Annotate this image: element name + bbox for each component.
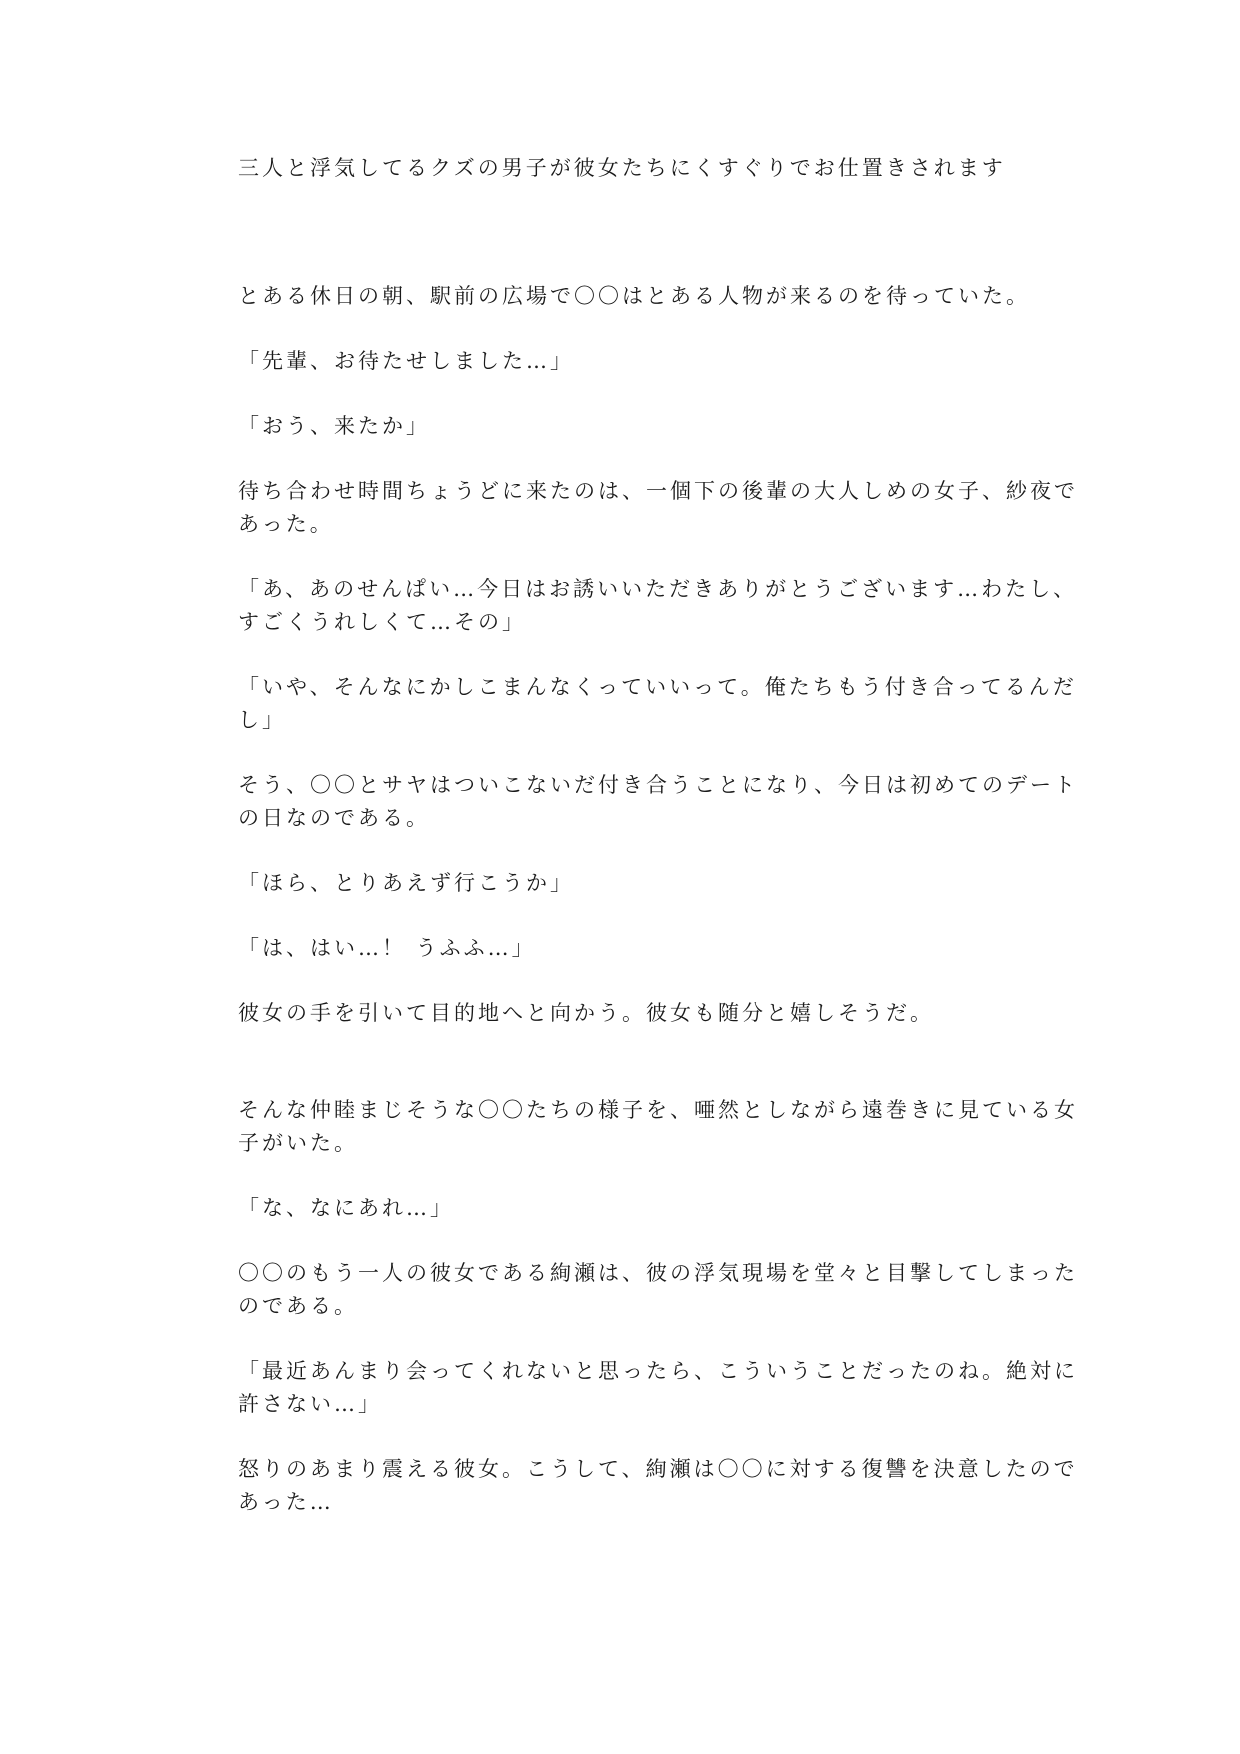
text-line: の日なのである。 [238, 806, 430, 830]
paragraph [238, 671, 1077, 737]
paragraph [238, 410, 1018, 443]
story-body [238, 280, 1078, 1519]
paragraph [238, 345, 1018, 378]
text-line: 〇〇のもう一人の彼女である絢瀬は、彼の浮気現場を堂々と目撃してしまった [238, 1261, 1078, 1285]
text-line: すごくうれしくて…その」 [238, 610, 526, 634]
paragraph [238, 1094, 1078, 1160]
story-title: 三人と浮気してるクズの男子が彼女たちにくすぐりでお仕置きされます [238, 156, 1006, 180]
paragraph [238, 1192, 1018, 1225]
text-line: そう、〇〇とサヤはついこないだ付き合うことになり、今日は初めてのデート [238, 773, 1078, 797]
paragraph [238, 1257, 1078, 1323]
text-line: 子がいた。 [238, 1131, 358, 1155]
text-line: し」 [238, 708, 286, 732]
text-line: のである。 [238, 1294, 358, 1318]
text-line: あった… [238, 1490, 334, 1514]
paragraph [238, 932, 1018, 965]
text-line: 「は、はい…！ うふふ…」 [238, 936, 536, 960]
text-line: あった。 [238, 512, 334, 536]
text-line: 「ほら、とりあえず行こうか」 [238, 871, 574, 895]
text-line: 怒りのあまり震える彼女。こうして、絢瀬は〇〇に対する復讐を決意したので [238, 1457, 1078, 1481]
text-line: 「いや、そんなにかしこまんなくっていいって。俺たちもう付き合ってるんだ [238, 675, 1077, 699]
paragraph [238, 769, 1078, 835]
text-line: 待ち合わせ時間ちょうどに来たのは、一個下の後輩の大人しめの女子、紗夜で [238, 479, 1078, 503]
paragraph [238, 1355, 1078, 1421]
paragraph [238, 997, 1018, 1030]
text-line: とある休日の朝、駅前の広場で〇〇はとある人物が来るのを待っていた。 [238, 284, 1030, 308]
text-line: 許さない…」 [238, 1392, 382, 1416]
text-line: そんな仲睦まじそうな〇〇たちの様子を、唖然としながら遠巻きに見ている女 [238, 1098, 1078, 1122]
text-line: 「先輩、お待たせしました…」 [238, 349, 574, 373]
paragraph [238, 475, 1078, 541]
paragraph [238, 1453, 1078, 1519]
paragraph [238, 573, 1078, 639]
text-line: 「おう、来たか」 [238, 414, 430, 438]
text-line: 「あ、あのせんぱい…今日はお誘いいただきありがとうございます…わたし、 [238, 577, 1078, 601]
paragraph [238, 867, 1018, 900]
paragraph [238, 280, 1030, 313]
text-line: 彼女の手を引いて目的地へと向かう。彼女も随分と嬉しそうだ。 [238, 1001, 934, 1025]
text-line: 「な、なにあれ…」 [238, 1196, 454, 1220]
text-line: 「最近あんまり会ってくれないと思ったら、こういうことだったのね。絶対に [238, 1359, 1078, 1383]
